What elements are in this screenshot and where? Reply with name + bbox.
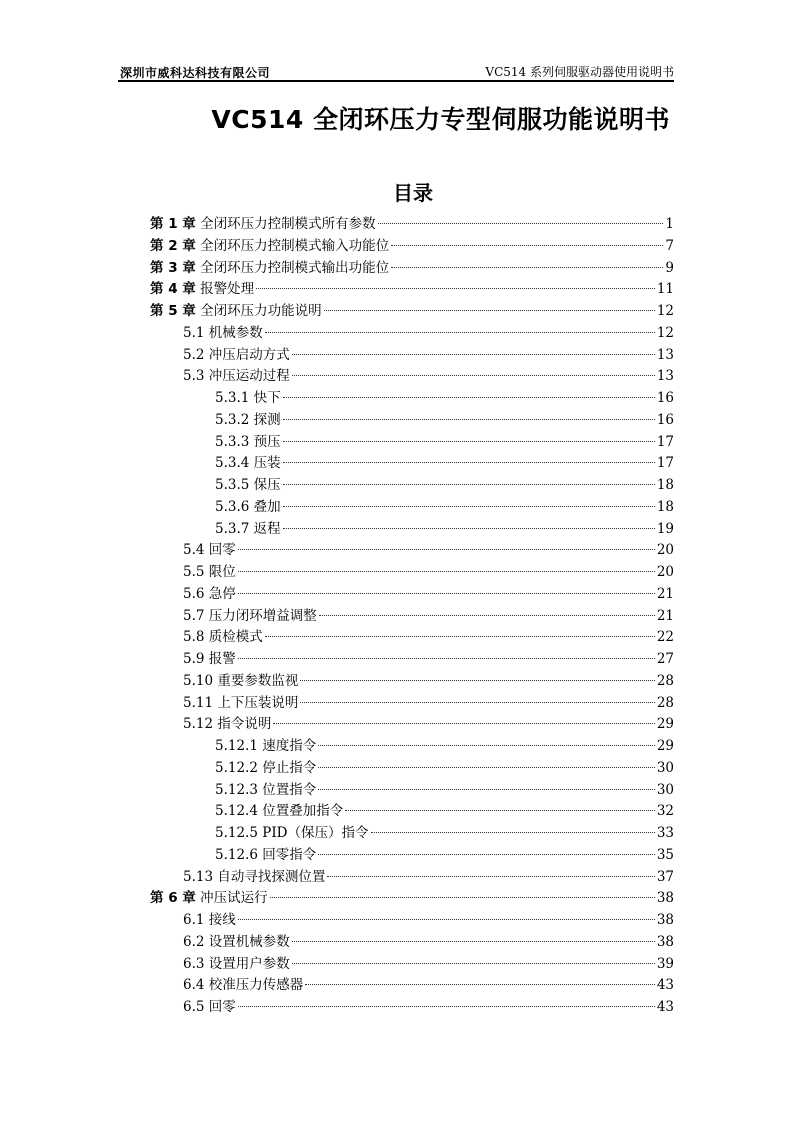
toc-entry-label: [183, 366, 290, 388]
toc-entry-page: 35: [656, 846, 674, 863]
toc-entry-number: 5.12.2: [215, 759, 258, 776]
toc-entry[interactable]: [150, 845, 674, 867]
toc-entry-label: [215, 432, 281, 454]
toc-entry-label: [215, 497, 281, 519]
toc-entry-page: 16: [656, 411, 674, 428]
toc-entry-title: 停止指令: [262, 759, 317, 776]
toc-entry[interactable]: [150, 497, 674, 519]
toc-entry-number: 5.3.6: [215, 498, 250, 515]
toc-entry-number: 5.13: [183, 868, 214, 885]
toc-entry-label: [183, 910, 236, 932]
toc-entry-title: 接线: [208, 912, 236, 928]
toc-entry-label: [183, 932, 290, 954]
toc-entry-page: 29: [656, 716, 674, 733]
toc-dot-leader: [378, 223, 664, 224]
toc-entry-page: 1: [665, 216, 674, 232]
toc-entry-label: [215, 780, 316, 802]
toc-entry-title: 指令说明: [217, 716, 272, 733]
toc-entry-page: 28: [656, 694, 674, 711]
toc-dot-leader: [283, 484, 655, 485]
toc-entry-title: 全闭环压力控制模式所有参数: [200, 216, 376, 232]
toc-dot-leader: [318, 854, 655, 855]
toc-entry-page: 43: [656, 977, 674, 994]
toc-entry-label: [183, 975, 303, 997]
toc-entry[interactable]: [150, 975, 674, 997]
toc-entry[interactable]: [150, 562, 674, 584]
toc-entry[interactable]: [150, 345, 674, 367]
toc-entry-label: [215, 736, 316, 758]
toc-entry-label: [150, 279, 254, 301]
toc-entry-label: [183, 606, 317, 628]
toc-entry-number: 5.12.1: [215, 738, 258, 754]
toc-entry-page: 17: [656, 455, 674, 472]
toc-entry-page: 30: [656, 759, 674, 776]
toc-entry-page: 38: [656, 912, 674, 928]
toc-entry-page: 16: [656, 390, 674, 406]
toc-entry-number: 5.7: [183, 607, 205, 624]
toc-entry-page: 13: [656, 368, 674, 385]
toc-entry-page: 37: [656, 868, 674, 885]
toc-entry-number: 5.3: [183, 368, 205, 385]
toc-entry-label: [215, 453, 281, 475]
toc-entry-number: 第 6 章: [150, 890, 196, 907]
toc-entry-label: [183, 693, 298, 715]
table-of-contents: [150, 214, 674, 1019]
toc-entry[interactable]: [150, 453, 674, 475]
toc-entry-page: 12: [656, 324, 674, 341]
toc-entry-number: 5.3.7: [215, 520, 250, 537]
header-manual-title: VC514 系列伺服驱动器使用说明书: [485, 65, 674, 79]
toc-entry-title: 校准压力传感器: [208, 977, 304, 994]
toc-entry-page: 9: [665, 259, 674, 276]
toc-entry-number: 5.11: [183, 694, 214, 711]
toc-entry-title: 设置机械参数: [208, 933, 290, 950]
toc-entry[interactable]: [150, 758, 674, 780]
toc-entry-page: 11: [656, 281, 674, 298]
toc-entry-number: 6.3: [183, 955, 205, 972]
toc-entry-label: [215, 845, 316, 867]
toc-entry-title: 质检模式: [208, 629, 263, 646]
toc-entry-label: [183, 584, 236, 606]
toc-entry[interactable]: [150, 432, 674, 454]
toc-entry[interactable]: [150, 997, 674, 1019]
toc-entry-label: [183, 540, 236, 562]
toc-entry-title: 报警处理: [200, 281, 255, 298]
toc-entry-title: 叠加: [253, 498, 281, 515]
toc-entry[interactable]: [150, 214, 674, 236]
toc-dot-leader: [292, 354, 655, 355]
toc-entry[interactable]: [150, 932, 674, 954]
toc-dot-leader: [270, 897, 655, 898]
toc-entry-page: 19: [656, 520, 674, 537]
toc-entry-title: 急停: [208, 585, 236, 602]
toc-dot-leader: [273, 723, 654, 724]
toc-entry-label: [183, 954, 290, 976]
toc-entry-page: 29: [656, 738, 674, 754]
toc-dot-leader: [283, 528, 655, 529]
toc-entry-title: 位置叠加指令: [262, 803, 344, 820]
toc-entry[interactable]: [150, 388, 674, 410]
toc-entry-title: 回零: [208, 999, 236, 1015]
toc-entry-title: 自动寻找探测位置: [217, 868, 326, 885]
toc-entry-title: 压装: [253, 455, 281, 472]
toc-dot-leader: [318, 745, 655, 746]
toc-entry-page: 20: [656, 542, 674, 559]
toc-dot-leader: [305, 984, 655, 985]
toc-dot-leader: [292, 375, 655, 376]
toc-dot-leader: [318, 789, 655, 790]
toc-entry-title: 探测: [253, 411, 281, 428]
toc-entry-number: 5.10: [183, 672, 214, 689]
toc-entry[interactable]: [150, 627, 674, 649]
toc-entry-title: PID（保压）指令: [262, 825, 369, 841]
toc-dot-leader: [283, 506, 655, 507]
toc-entry-page: 17: [656, 433, 674, 450]
toc-entry[interactable]: [150, 301, 674, 323]
toc-entry[interactable]: [150, 888, 674, 910]
toc-entry-page: 18: [656, 477, 674, 493]
toc-entry-page: 12: [656, 303, 674, 319]
toc-entry-label: [215, 475, 281, 497]
toc-entry-title: 返程: [253, 520, 281, 537]
toc-entry-title: 快下: [253, 390, 281, 406]
page-header: [118, 62, 674, 82]
toc-entry-number: 5.4: [183, 542, 205, 559]
toc-entry-label: [183, 714, 271, 736]
toc-dot-leader: [391, 267, 663, 268]
toc-entry[interactable]: [150, 279, 674, 301]
toc-entry-number: 第 4 章: [150, 281, 196, 298]
toc-entry-page: 13: [656, 346, 674, 363]
toc-dot-leader: [319, 615, 655, 616]
toc-entry[interactable]: [150, 780, 674, 802]
toc-entry-title: 回零指令: [262, 846, 317, 863]
toc-entry[interactable]: [150, 410, 674, 432]
toc-entry-number: 5.12.4: [215, 803, 258, 820]
toc-entry-title: 机械参数: [208, 324, 263, 341]
toc-entry-title: 保压: [253, 477, 281, 493]
toc-entry-title: 限位: [208, 564, 236, 580]
toc-dot-leader: [300, 702, 654, 703]
toc-dot-leader: [256, 288, 655, 289]
toc-entry-page: 27: [656, 651, 674, 667]
toc-dot-leader: [371, 832, 655, 833]
toc-entry-label: [215, 801, 343, 823]
toc-entry-label: [150, 888, 268, 910]
toc-entry-page: 30: [656, 781, 674, 798]
toc-entry[interactable]: [150, 693, 674, 715]
toc-dot-leader: [327, 876, 654, 877]
toc-entry-number: 6.2: [183, 933, 205, 950]
toc-entry-number: 第 5 章: [150, 303, 196, 319]
toc-entry[interactable]: [150, 801, 674, 823]
toc-dot-leader: [292, 941, 655, 942]
toc-entry-number: 5.12.6: [215, 846, 258, 863]
toc-dot-leader: [238, 593, 655, 594]
toc-entry-title: 重要参数监视: [217, 672, 299, 689]
toc-entry[interactable]: [150, 540, 674, 562]
toc-entry-label: [215, 519, 281, 541]
toc-dot-leader: [292, 963, 655, 964]
toc-entry-number: 5.12.5: [215, 825, 258, 841]
toc-entry-title: 全闭环压力控制模式输入功能位: [200, 237, 390, 254]
toc-entry-title: 全闭环压力功能说明: [200, 303, 322, 319]
toc-dot-leader: [300, 680, 654, 681]
toc-entry-title: 报警: [208, 651, 236, 667]
toc-entry-label: [215, 388, 281, 410]
toc-entry-label: [183, 649, 236, 671]
toc-entry-label: [183, 562, 236, 584]
toc-dot-leader: [265, 332, 655, 333]
toc-entry-label: [215, 823, 369, 845]
toc-entry-title: 回零: [208, 542, 236, 559]
toc-entry-title: 全闭环压力控制模式输出功能位: [200, 259, 390, 276]
toc-entry-page: 38: [656, 890, 674, 907]
header-company: 深圳市威科达科技有限公司: [120, 66, 271, 80]
toc-entry[interactable]: [150, 366, 674, 388]
toc-entry-number: 5.12.3: [215, 781, 258, 798]
toc-entry[interactable]: [150, 649, 674, 671]
toc-entry-number: 第 3 章: [150, 259, 196, 276]
toc-entry-page: 38: [656, 933, 674, 950]
toc-entry-label: [183, 867, 325, 889]
toc-entry-title: 冲压启动方式: [208, 346, 290, 363]
toc-entry[interactable]: [150, 671, 674, 693]
toc-entry-label: [215, 410, 281, 432]
toc-entry-label: [183, 627, 263, 649]
toc-entry-page: 7: [665, 237, 674, 254]
toc-entry-number: 5.3.2: [215, 411, 250, 428]
toc-entry[interactable]: [150, 584, 674, 606]
toc-entry[interactable]: [150, 323, 674, 345]
toc-dot-leader: [265, 636, 655, 637]
toc-entry-label: [150, 214, 376, 236]
toc-entry-number: 5.3.5: [215, 477, 250, 493]
toc-entry-title: 预压: [253, 433, 281, 450]
toc-dot-leader: [345, 810, 655, 811]
toc-entry-number: 5.5: [183, 564, 205, 580]
toc-dot-leader: [283, 419, 655, 420]
toc-entry[interactable]: [150, 606, 674, 628]
toc-entry[interactable]: [150, 867, 674, 889]
toc-entry-label: [183, 345, 290, 367]
toc-entry-title: 速度指令: [262, 738, 317, 754]
toc-entry-title: 压力闭环增益调整: [208, 607, 317, 624]
toc-dot-leader: [283, 397, 655, 398]
toc-entry-title: 上下压装说明: [217, 694, 299, 711]
toc-entry-title: 冲压运动过程: [208, 368, 290, 385]
toc-entry[interactable]: [150, 475, 674, 497]
toc-entry-label: [183, 323, 263, 345]
toc-dot-leader: [238, 1006, 655, 1007]
toc-entry-number: 5.1: [183, 324, 205, 341]
toc-entry[interactable]: [150, 258, 674, 280]
toc-entry-page: 21: [656, 607, 674, 624]
toc-entry-label: [183, 671, 298, 693]
toc-entry-page: 28: [656, 672, 674, 689]
toc-dot-leader: [238, 571, 655, 572]
toc-entry-number: 5.3.1: [215, 390, 250, 406]
toc-entry-page: 18: [656, 498, 674, 515]
toc-entry-page: 32: [656, 803, 674, 820]
toc-entry-page: 21: [656, 585, 674, 602]
toc-entry[interactable]: [150, 954, 674, 976]
toc-entry-number: 5.8: [183, 629, 205, 646]
toc-entry-number: 第 2 章: [150, 237, 196, 254]
toc-entry-page: 20: [656, 564, 674, 580]
toc-entry[interactable]: [150, 736, 674, 758]
toc-entry-label: [150, 301, 322, 323]
toc-dot-leader: [283, 441, 655, 442]
toc-entry-number: 5.3.3: [215, 433, 250, 450]
toc-entry-label: [215, 758, 316, 780]
toc-entry-number: 第 1 章: [150, 216, 196, 232]
toc-entry-page: 43: [656, 999, 674, 1015]
toc-entry[interactable]: [150, 236, 674, 258]
toc-entry-number: 5.6: [183, 585, 205, 602]
toc-entry-title: 位置指令: [262, 781, 317, 798]
toc-entry[interactable]: [150, 714, 674, 736]
toc-entry-label: [150, 258, 389, 280]
toc-dot-leader: [318, 767, 655, 768]
toc-dot-leader: [238, 919, 655, 920]
toc-entry-title: 设置用户参数: [208, 955, 290, 972]
document-title: VC514 全闭环压力专型伺服功能说明书: [211, 105, 670, 134]
toc-heading: 目录: [393, 181, 433, 205]
toc-entry-page: 33: [656, 825, 674, 841]
toc-dot-leader: [238, 549, 655, 550]
toc-entry-label: [183, 997, 236, 1019]
toc-entry-title: 冲压试运行: [200, 890, 268, 907]
toc-entry-number: 6.5: [183, 999, 205, 1015]
toc-entry[interactable]: [150, 823, 674, 845]
toc-entry[interactable]: [150, 910, 674, 932]
toc-entry-page: 22: [656, 629, 674, 646]
toc-entry-number: 6.4: [183, 977, 205, 994]
toc-entry-label: [150, 236, 389, 258]
toc-entry-number: 5.12: [183, 716, 214, 733]
toc-dot-leader: [391, 245, 663, 246]
toc-dot-leader: [238, 658, 655, 659]
toc-entry-number: 5.3.4: [215, 455, 250, 472]
toc-entry-page: 39: [656, 955, 674, 972]
toc-dot-leader: [324, 310, 655, 311]
toc-entry-number: 5.9: [183, 651, 205, 667]
toc-entry-number: 6.1: [183, 912, 205, 928]
toc-dot-leader: [283, 462, 655, 463]
toc-entry[interactable]: [150, 519, 674, 541]
toc-entry-number: 5.2: [183, 346, 205, 363]
